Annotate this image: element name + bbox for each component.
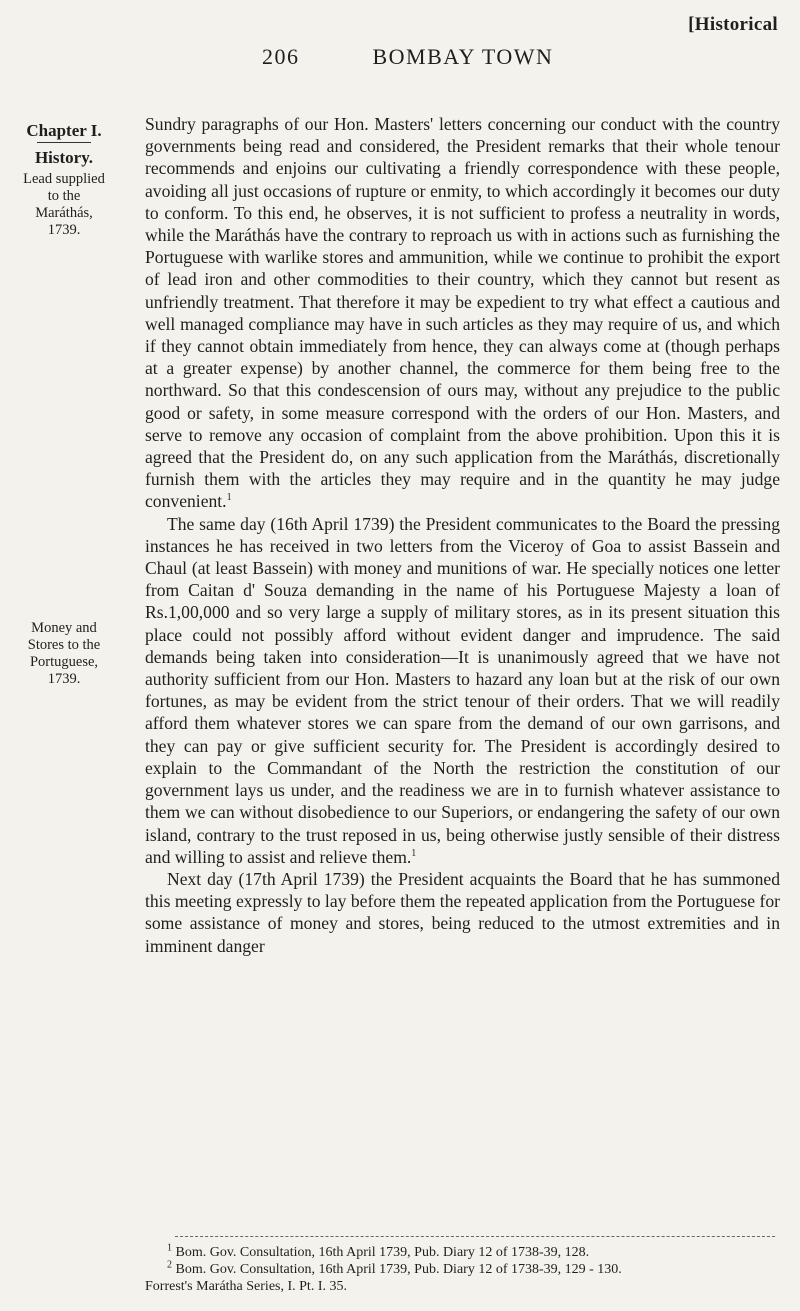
history-label: History. <box>34 148 94 167</box>
margin-note-money: Money and Stores to the Portuguese, 1739. <box>27 620 101 687</box>
body-text <box>145 113 780 957</box>
chapter-rule <box>37 142 91 143</box>
footnotes <box>145 1244 780 1295</box>
footnote-ref: 1 <box>226 492 232 504</box>
running-title: BOMBAY TOWN <box>372 44 554 69</box>
margin-note-lead: Lead supplied to the Maráthás, 1739. <box>23 171 105 238</box>
footnote: $^2$ Bom. Gov. Consultation, 16th April 1739, Pub. Diary 12 of 1738-39, 129 - 130. <box>167 1259 622 1277</box>
footnote-rule <box>175 1236 775 1237</box>
margin-note-chapter <box>18 120 110 239</box>
page-number: 206 <box>262 44 300 69</box>
page-header <box>262 44 553 70</box>
paragraph: Next day (17th April 1739) the President acquaints the Board that he has summoned this meeting expressly to lay before them the repeated application from the Portuguese for some assistance of money and stores, being reduced to the utmost extremities and in imminent danger <box>145 868 780 956</box>
paragraph: Sundry paragraphs of our Hon. Masters' letters concerning our conduct with the country governments being read and considered, the President remarks that their whole tenour recommends and enjoins our cultivating a friendly correspondence with these people, avoiding all just occasions of rupture or enmity, to which accordingly it becomes our duty to conform. To this end, he observes, it is not sufficient to profess a neutrality in words, while the Maráthás have the contrary to reproach us with in actions such as furnishing the Portuguese with warlike stores and ammunition, while we continue to prohibit the export of lead iron and other commodities to their country, which they cannot but resent as unfriendly treatment. That therefore it may be expedient to try what effect a cautious and well managed compliance may have in such articles as they may require of us, and which if they cannot obtain immediately from hence, they can always come at (though perhaps at a greater expense) by another channel, the commerce for them being free to the northward. So that this condescension of ours may, without any prejudice to the public good or safety, in some measure correspond with the orders of our Hon. Masters, and serve to remove any occasion of complaint from the above prohibition. Upon this it is agreed that the President do, on any such application from the Maráthás, discretionally furnish them with the articles they may require and in the quantity he may judge convenient.$^1$ <box>145 114 780 512</box>
paragraph: The same day (16th April 1739) the President communicates to the Board the pressing instances he has received in two letters from the Viceroy of Goa to assist Bassein and Chaul (at least Bassein) with money and munitions of war. He specially notices one letter from Caitan d' Souza demanding in the name of his Portuguese Majesty a loan of Rs.1,00,000 and so very large a supply of military stores, as in its present situation this place could not possibly afford without evident danger and imprudence. The said demands being taken into consideration—It is unanimously agreed that we have not authority sufficient from our Hon. Masters to hazard any loan but at the risk of our own fortunes, as may be evident from the strict tenour of their orders. That we will readily afford them whatever stores we can spare from the demand of our own garrisons, and they can pay or give sufficient security for. The President is accordingly desired to explain to the Commandant of the North the restriction the constitution of our government lays us under, and the readiness we are in to furnish whatever assistance to them we can without disobedience to our Superiors, or endangering the safety of our own island, contrary to the trust reposed in us, being otherwise justly sensible of their distress and willing to assist and relieve them.$^1$ <box>145 513 780 867</box>
footnote-ref: 1 <box>411 847 417 859</box>
footnote: $^1$ Bom. Gov. Consultation, 16th April 1739, Pub. Diary 12 of 1738-39, 128. <box>167 1242 590 1260</box>
running-section-label: [Historical <box>688 14 778 35</box>
footnote-continued: Forrest's Marátha Series, I. Pt. I. 35. <box>145 1279 347 1294</box>
chapter-label: Chapter I. <box>26 121 102 140</box>
